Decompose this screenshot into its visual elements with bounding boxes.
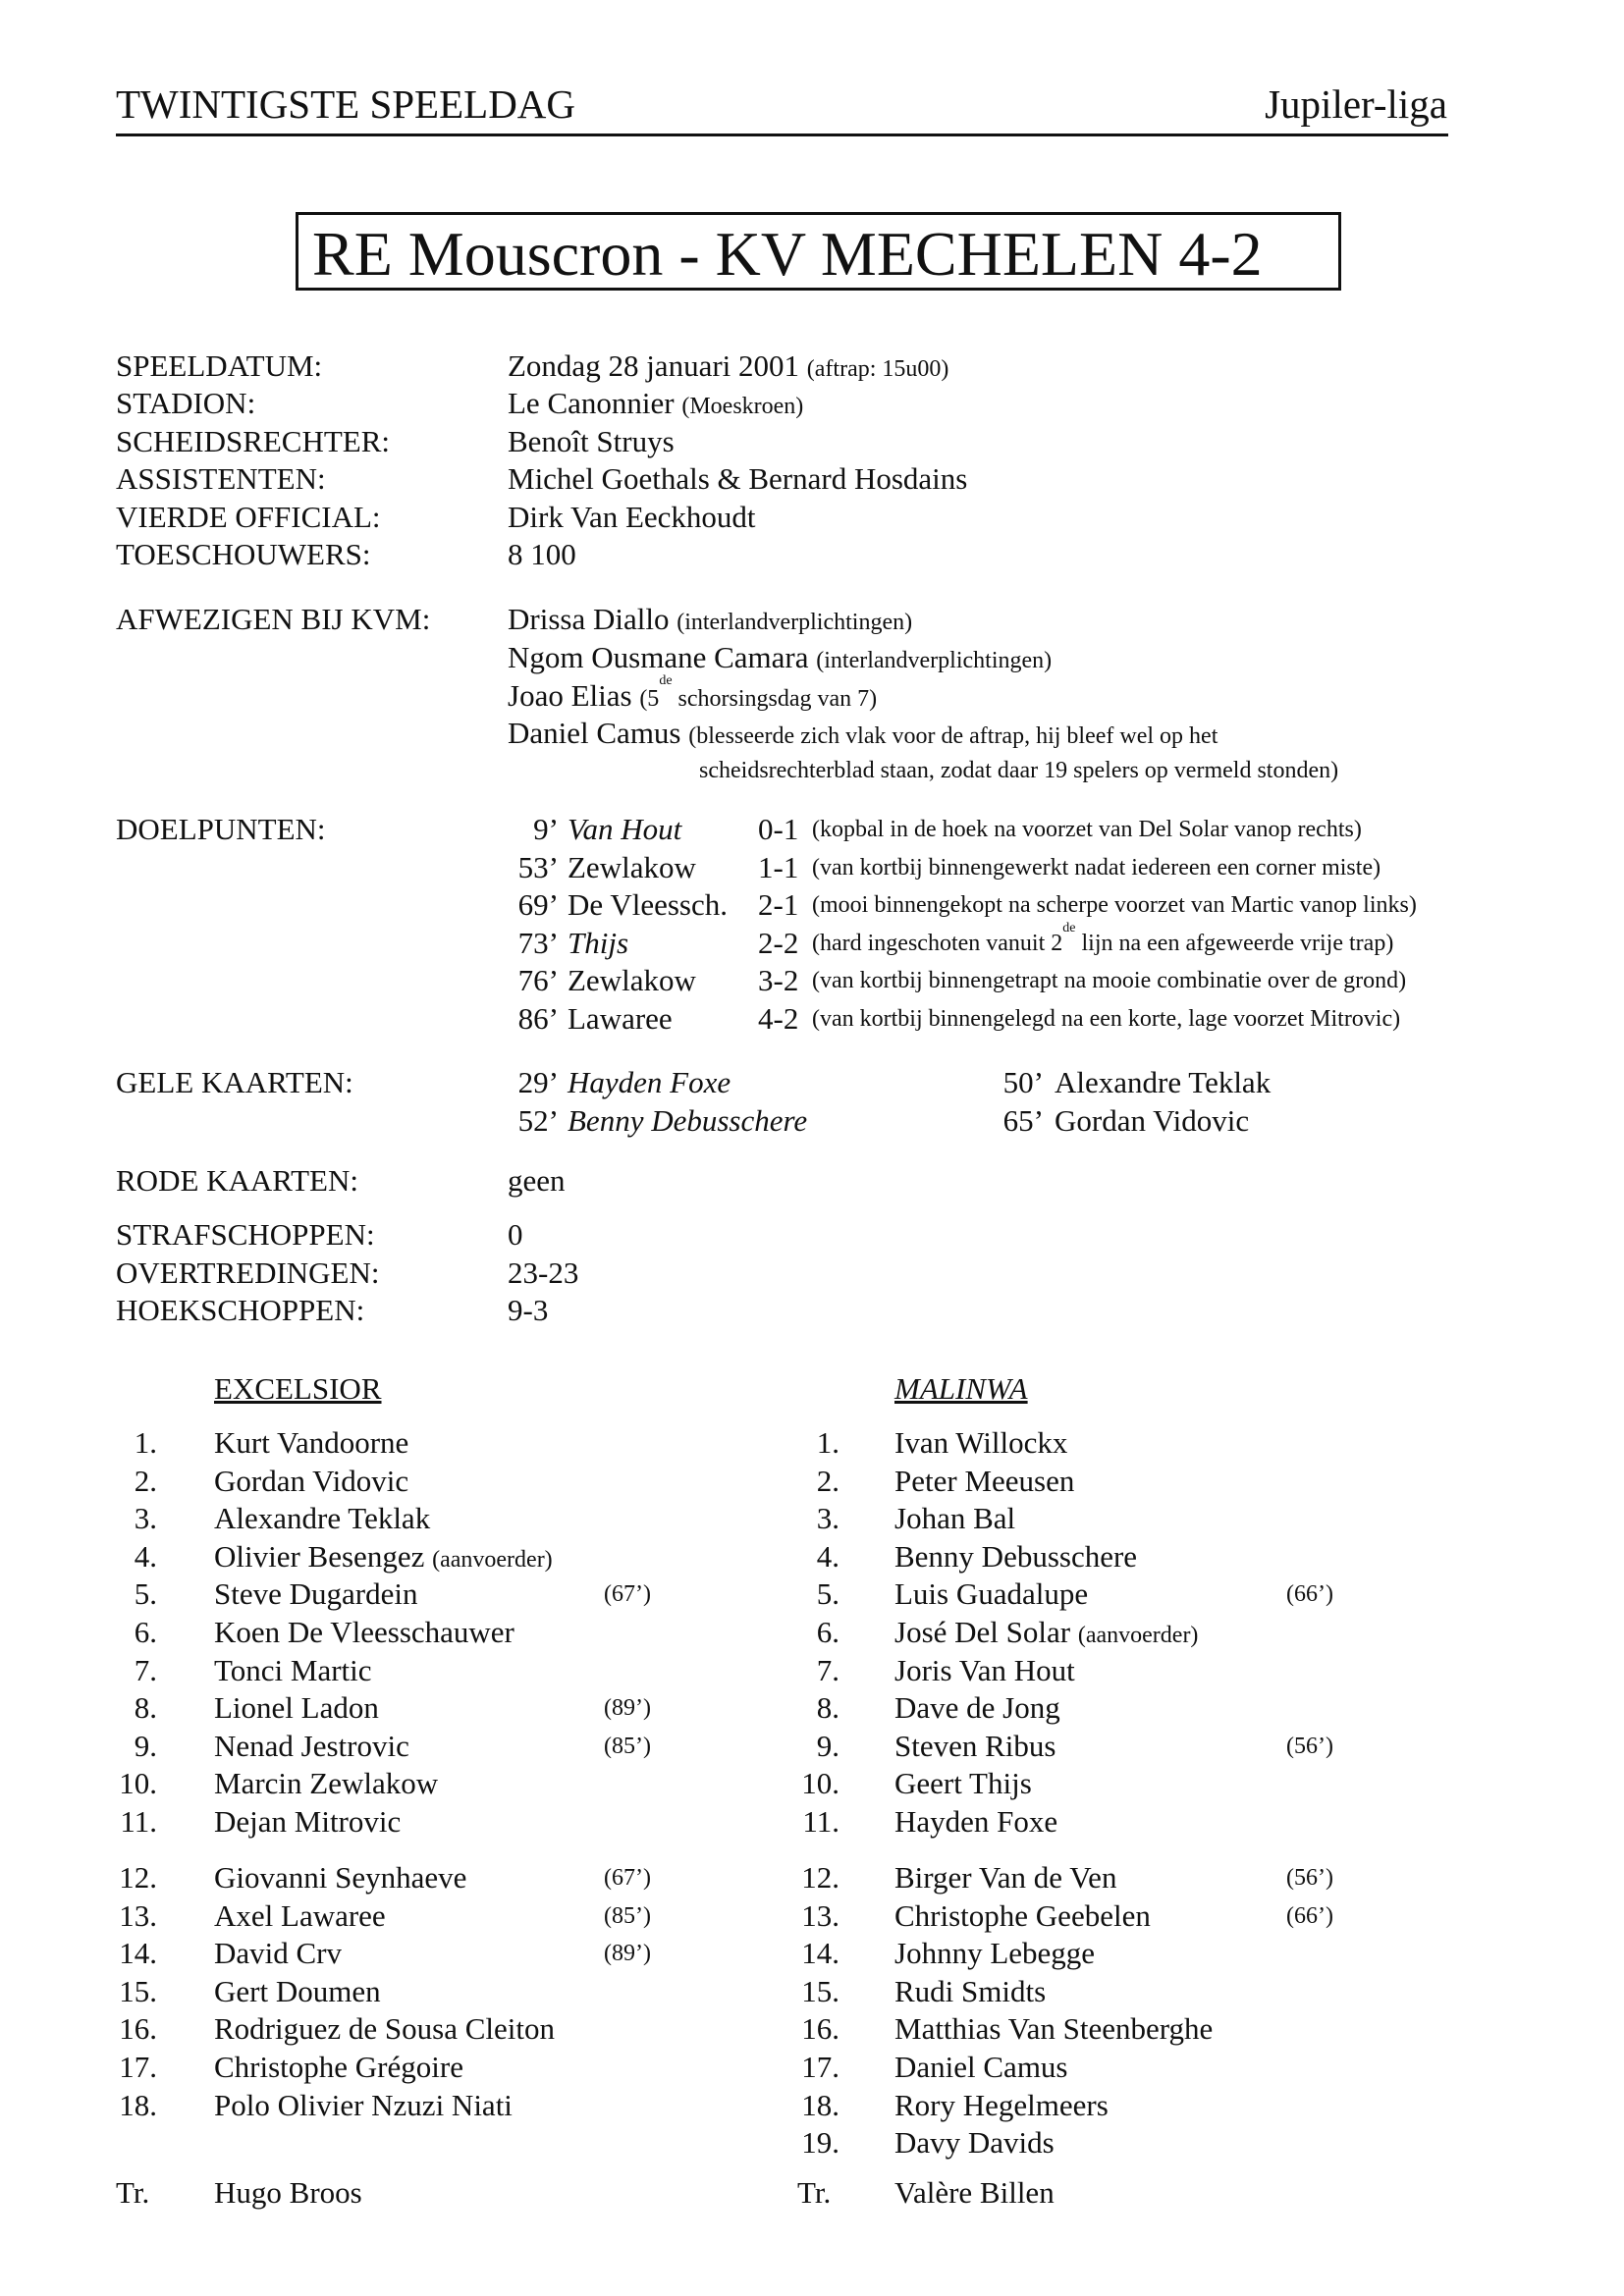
home-team-name: EXCELSIOR [214,1371,382,1406]
player-number: 12. [801,1860,839,1895]
absent-row: Drissa Diallo (interlandverplichtingen) [508,602,913,636]
substitution-minute: (89’) [604,1941,651,1966]
player-name [214,1729,409,1764]
player-name [214,2050,463,2085]
substitution-minute: (66’) [1286,1903,1333,1929]
absent-note-continued: scheidsrechterblad staan, zodat daar 19 spelers op vermeld stonden) [699,758,1339,783]
player-number: 6. [816,1615,839,1649]
player-name [214,1464,408,1499]
player-name [214,1501,430,1536]
player-name [894,2011,1213,2047]
info-value [508,348,948,387]
player-number: 15. [119,1974,157,2008]
player-number: 5. [816,1576,839,1611]
info-value-text: Benoît Struys [508,424,675,458]
player-name-text: Matthias Van Steenberghe [894,2011,1214,2046]
stat-label: STRAFSCHOPPEN: [116,1217,375,1252]
player-number: 1. [134,1425,157,1460]
player-name [894,1464,1074,1499]
player-number: 18. [119,2088,157,2122]
yellow-card-player: Alexandre Teklak [1055,1065,1272,1099]
yellow-card-minute: 65’ [1002,1103,1044,1138]
player-name-text: Peter Meeusen [894,1464,1075,1498]
absent-row: Joao Elias (5de schorsingsdag van 7) [508,673,878,713]
info-value-text: Dirk Van Eeckhoudt [508,500,756,534]
match-title: RE Mouscron - KV MECHELEN 4-2 [312,219,1263,289]
goal-minute: 9’ [533,812,559,846]
red-cards-label: RODE KAARTEN: [116,1163,358,1198]
player-name [214,1425,408,1461]
goal-score: 3-2 [758,963,799,997]
yellow-card-minute: 52’ [517,1103,559,1138]
player-name-text: Geert Thijs [894,1766,1032,1800]
home-coach: Hugo Broos [214,2175,362,2210]
player-number: 4. [134,1539,157,1574]
player-name-text: Nenad Jestrovic [214,1729,409,1763]
player-name-text: Christophe Grégoire [214,2050,463,2084]
player-name-text: Koen De Vleesschauwer [214,1615,514,1649]
player-number: 3. [816,1501,839,1535]
player-name [214,1804,401,1840]
substitution-minute: (56’) [1286,1734,1333,1759]
player-number: 7. [816,1653,839,1687]
goal-score: 0-1 [758,812,799,846]
goal-minute: 86’ [517,1001,559,1036]
player-name-text: Gert Doumen [214,1974,381,2008]
player-name [214,1936,342,1971]
player-number: 9. [134,1729,157,1763]
info-label: ASSISTENTEN: [116,461,326,496]
stat-value: 23-23 [508,1255,579,1290]
goal-score: 2-1 [758,887,799,922]
player-name [214,1539,553,1577]
player-name [894,1653,1075,1688]
yellow-cards-label: GELE KAARTEN: [116,1065,353,1099]
info-label: SCHEIDSRECHTER: [116,424,391,458]
info-value [508,386,803,424]
info-value [508,424,675,459]
away-coach: Valère Billen [894,2175,1055,2210]
player-name-text: Polo Olivier Nzuzi Niati [214,2088,513,2122]
player-number: 2. [134,1464,157,1498]
info-value [508,500,756,535]
player-name-text: Tonci Martic [214,1653,372,1687]
player-name [894,1539,1137,1575]
info-value-text: 8 100 [508,537,576,571]
goal-description: (van kortbij binnengewerkt nadat iedereen een corner miste) [812,855,1381,881]
player-name [214,1690,379,1726]
player-number: 14. [801,1936,839,1970]
player-name [214,1615,514,1650]
goal-score: 4-2 [758,1001,799,1036]
player-number: 8. [134,1690,157,1725]
stat-value: 9-3 [508,1293,549,1327]
player-name [894,2050,1068,2085]
player-name [894,1974,1046,2009]
yellow-card-player: Benny Debusschere [568,1103,808,1138]
player-name-text: Davy Davids [894,2125,1055,2160]
substitution-minute: (85’) [604,1903,651,1929]
yellow-card-minute: 50’ [1002,1065,1044,1099]
player-name [894,2125,1055,2161]
absent-row: Daniel Camus (blesseerde zich vlak voor de aftrap, hij bleef wel op het [508,716,1218,750]
info-value [508,537,576,572]
player-name [214,1653,372,1688]
player-name-text: Olivier Besengez [214,1539,425,1574]
player-number: 17. [119,2050,157,2084]
player-name [894,1425,1067,1461]
player-name-text: Johnny Lebegge [894,1936,1096,1970]
yellow-card-player: Gordan Vidovic [1055,1103,1250,1138]
player-name [214,1860,466,1896]
goal-minute: 73’ [517,926,559,960]
player-name [894,1576,1088,1612]
player-number: 4. [816,1539,839,1574]
player-name-text: Axel Lawaree [214,1898,386,1933]
goal-minute: 53’ [517,850,559,884]
absent-row: Ngom Ousmane Camara (interlandverplichtingen) [508,640,1053,674]
info-value-text: Michel Goethals & Bernard Hosdains [508,461,968,496]
goal-scorer: Zewlakow [568,850,696,884]
player-name-text: Rory Hegelmeers [894,2088,1109,2122]
info-value-text: Zondag 28 januari 2001 [508,348,800,383]
player-name [894,1729,1056,1764]
player-name-text: Alexandre Teklak [214,1501,431,1535]
goal-description: (van kortbij binnengetrapt na mooie combinatie over de grond) [812,968,1407,993]
player-number: 1. [816,1425,839,1460]
player-name-text: Giovanni Seynhaeve [214,1860,467,1895]
goal-description-part: (hard ingeschoten vanuit 2 [812,931,1063,956]
player-number: 10. [119,1766,157,1800]
yellow-card-minute: 29’ [517,1065,559,1099]
goal-description-part: lijn na een afgeweerde vrije trap) [1075,931,1394,956]
stat-label: OVERTREDINGEN: [116,1255,380,1290]
player-name-text: Benny Debusschere [894,1539,1138,1574]
goal-score: 1-1 [758,850,799,884]
player-name-text: Rudi Smidts [894,1974,1047,2008]
player-name-text: Johan Bal [894,1501,1016,1535]
player-number: 16. [119,2011,157,2046]
page-header-left: TWINTIGSTE SPEELDAG [116,81,576,127]
player-name-text: Dejan Mitrovic [214,1804,402,1839]
player-name-text: Lionel Ladon [214,1690,379,1725]
goal-scorer: Zewlakow [568,963,696,997]
player-name [894,1936,1095,1971]
substitution-minute: (89’) [604,1695,651,1721]
player-name-text: Dave de Jong [894,1690,1060,1725]
player-number: 14. [119,1936,157,1970]
player-number: 12. [119,1860,157,1895]
player-name-text: Birger Van de Ven [894,1860,1117,1895]
goal-score: 2-2 [758,926,799,960]
player-name-text: Joris Van Hout [894,1653,1075,1687]
player-name [214,2011,555,2047]
captain-note: (aanvoerder) [432,1547,553,1573]
info-label: STADION: [116,386,256,420]
player-name-text: Ivan Willockx [894,1425,1068,1460]
player-name [894,1766,1032,1801]
player-number: 18. [801,2088,839,2122]
player-name-text: David Crv [214,1936,343,1970]
player-name [894,2088,1109,2123]
player-name-text: José Del Solar [894,1615,1071,1649]
home-coach-label: Tr. [116,2175,150,2210]
player-name-text: Steven Ribus [894,1729,1056,1763]
info-value-text: Le Canonnier [508,386,675,420]
captain-note: (aanvoerder) [1077,1623,1199,1648]
player-name-text: Hayden Foxe [894,1804,1058,1839]
goal-minute: 69’ [517,887,559,922]
player-name-text: Rodriguez de Sousa Cleiton [214,2011,555,2046]
goal-description: (kopbal in de hoek na voorzet van Del Solar vanop rechts) [812,817,1362,842]
substitution-minute: (66’) [1286,1581,1333,1607]
player-number: 13. [801,1898,839,1933]
player-number: 7. [134,1653,157,1687]
substitution-minute: (67’) [604,1581,651,1607]
player-number: 19. [801,2125,839,2160]
player-number: 16. [801,2011,839,2046]
goal-description [812,921,1394,961]
player-name [894,1615,1198,1653]
page-header-right: Jupiler-liga [1265,81,1447,127]
info-label: TOESCHOUWERS: [116,537,371,571]
away-coach-label: Tr. [797,2175,832,2210]
header-rule [116,133,1448,136]
player-number: 11. [802,1804,839,1839]
player-number: 10. [801,1766,839,1800]
player-number: 5. [134,1576,157,1611]
player-name [214,1766,438,1801]
stat-label: HOEKSCHOPPEN: [116,1293,365,1327]
player-name-text: Christophe Geebelen [894,1898,1151,1933]
red-cards-value: geen [508,1163,566,1198]
goal-scorer: De Vleessch. [568,887,728,922]
player-number: 6. [134,1615,157,1649]
player-number: 11. [120,1804,157,1839]
player-name-text: Gordan Vidovic [214,1464,409,1498]
player-name [894,1690,1060,1726]
player-name-text: Kurt Vandoorne [214,1425,409,1460]
info-value-note: (Moeskroen) [681,394,804,419]
player-name [894,1804,1057,1840]
info-value-note: (aftrap: 15u00) [806,356,949,382]
player-number: 9. [816,1729,839,1763]
player-name [214,1898,386,1934]
goal-description-sup: de [1062,921,1076,935]
substitution-minute: (67’) [604,1865,651,1891]
player-name [894,1860,1116,1896]
substitution-minute: (56’) [1286,1865,1333,1891]
player-name [214,2088,513,2123]
player-name [214,1974,381,2009]
goal-scorer: Thijs [568,926,629,960]
player-number: 17. [801,2050,839,2084]
goal-description: (mooi binnengekopt na scherpe voorzet van Martic vanop links) [812,892,1417,918]
info-label: VIERDE OFFICIAL: [116,500,381,534]
player-name-text: Luis Guadalupe [894,1576,1089,1611]
goal-description: (van kortbij binnengelegd na een korte, lage voorzet Mitrovic) [812,1006,1401,1032]
player-name [894,1898,1151,1934]
player-name [214,1576,417,1612]
goals-label: DOELPUNTEN: [116,812,326,846]
player-name [894,1501,1015,1536]
goal-scorer: Van Hout [568,812,682,846]
player-number: 15. [801,1974,839,2008]
player-name-text: Marcin Zewlakow [214,1766,439,1800]
player-number: 2. [816,1464,839,1498]
player-name-text: Daniel Camus [894,2050,1068,2084]
goal-scorer: Lawaree [568,1001,673,1036]
match-title-box [296,212,1341,291]
player-number: 8. [816,1690,839,1725]
info-label: SPEELDATUM: [116,348,323,383]
player-number: 13. [119,1898,157,1933]
player-name-text: Steve Dugardein [214,1576,418,1611]
goal-minute: 76’ [517,963,559,997]
stat-value: 0 [508,1217,523,1252]
absent-label: AFWEZIGEN BIJ KVM: [116,602,431,636]
player-number: 3. [134,1501,157,1535]
yellow-card-player: Hayden Foxe [568,1065,731,1099]
away-team-name: MALINWA [894,1371,1028,1406]
info-value [508,461,967,497]
substitution-minute: (85’) [604,1734,651,1759]
